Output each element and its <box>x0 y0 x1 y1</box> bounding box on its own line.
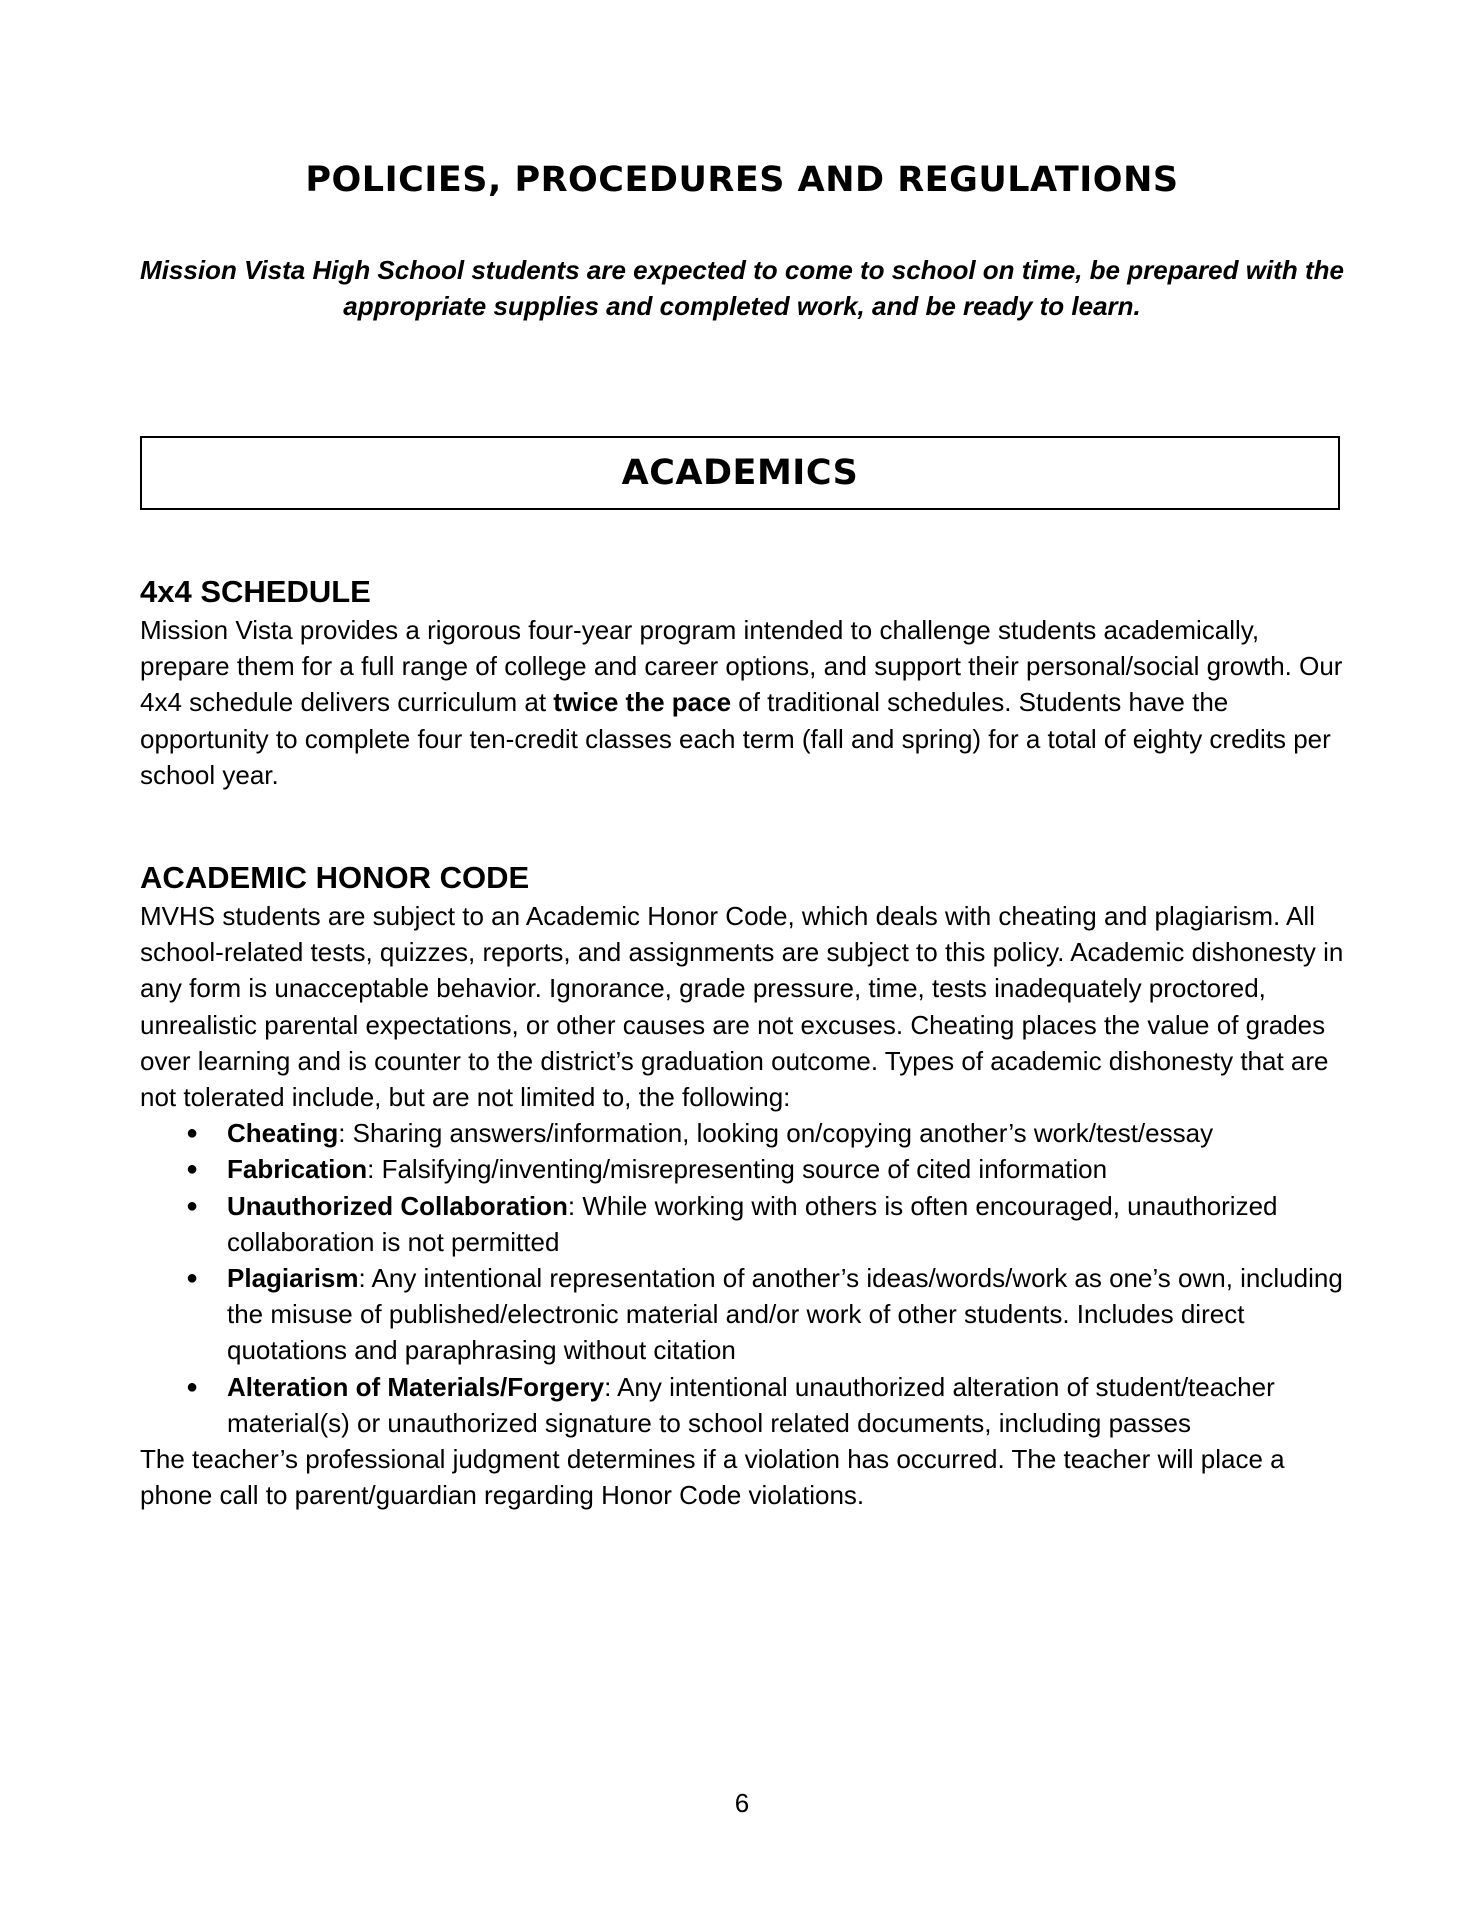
list-item-term: Plagiarism <box>227 1263 359 1294</box>
schedule-text-after: of traditional schedules. Students have the opportunity to complete four ten-credit classes each term (fall and spring) for a total of eighty credits per school year. <box>140 687 1331 790</box>
list-item-term: Unauthorized Collaboration <box>227 1190 568 1221</box>
section-title: ACADEMICS <box>621 453 859 493</box>
list-item-desc: : Any intentional unauthorized alteration of student/teacher material(s) or unauthorized signature to school related documents, including passes <box>227 1371 1275 1438</box>
list-item <box>140 1115 1350 1151</box>
bullet-icon: ● <box>186 1194 199 1217</box>
bullet-icon: ● <box>186 1158 199 1181</box>
list-item <box>140 1151 1350 1187</box>
list-item-term: Cheating <box>227 1118 339 1149</box>
list-item-desc: : Sharing answers/information, looking on/copying another’s work/test/essay <box>338 1118 1214 1149</box>
bullet-icon: ● <box>186 1122 199 1145</box>
schedule-heading: 4x4 SCHEDULE <box>140 574 371 609</box>
section-header-box <box>140 436 1340 510</box>
list-item-desc: : Falsifying/inventing/misrepresenting source of cited information <box>367 1154 1108 1185</box>
page-title: POLICIES, PROCEDURES AND REGULATIONS <box>305 160 1179 200</box>
schedule-section <box>140 572 1350 793</box>
schedule-paragraph <box>140 612 1350 793</box>
list-item-desc: : While working with others is often encouraged, unauthorized collaboration is not permitted <box>227 1190 1278 1257</box>
dishonesty-types-list <box>140 1115 1350 1441</box>
list-item <box>140 1188 1350 1260</box>
schedule-emphasis: twice the pace <box>553 687 732 718</box>
page-number: 6 <box>734 1788 750 1818</box>
honor-code-heading: ACADEMIC HONOR CODE <box>140 860 530 895</box>
list-item-desc: : Any intentional representation of another’s ideas/words/work as one’s own, including the misuse of published/electronic material and/or work of other students. Includes direct quotations and paraphrasing without citation <box>227 1263 1343 1366</box>
schedule-text-before: Mission Vista provides a rigorous four-year program intended to challenge students academically, prepare them for a full range of college and career options, and support their personal/social growth. Our 4x4 schedule delivers curriculum at <box>140 615 1343 718</box>
honor-code-section <box>140 858 1350 1513</box>
honor-code-intro: MVHS students are subject to an Academic Honor Code, which deals with cheating and plagiarism. All school-related tests, quizzes, reports, and assignments are subject to this policy. Academic dishonesty in any form is unacceptable behavior. Ignorance, grade pressure, time, tests inadequately proctored, unrealistic parental expectations, or other causes are not excuses. Cheating places the value of grades over learning and is counter to the district’s graduation outcome. Types of academic dishonesty that are not tolerated include, but are not limited to, the following: <box>140 901 1344 1113</box>
list-item <box>140 1369 1350 1441</box>
bullet-icon: ● <box>186 1375 199 1398</box>
honor-code-closing: The teacher’s professional judgment determines if a violation has occurred. The teacher will place a phone call to parent/guardian regarding Honor Code violations. <box>140 1444 1285 1511</box>
list-item-term: Fabrication <box>227 1154 368 1185</box>
page-subtitle: Mission Vista High School students are expected to come to school on time, be prepared with the appropriate supplies and completed work, and be ready to learn. <box>140 255 1344 321</box>
list-item <box>140 1260 1350 1369</box>
list-item-term: Alteration of Materials/Forgery <box>227 1371 605 1402</box>
bullet-icon: ● <box>186 1267 199 1290</box>
